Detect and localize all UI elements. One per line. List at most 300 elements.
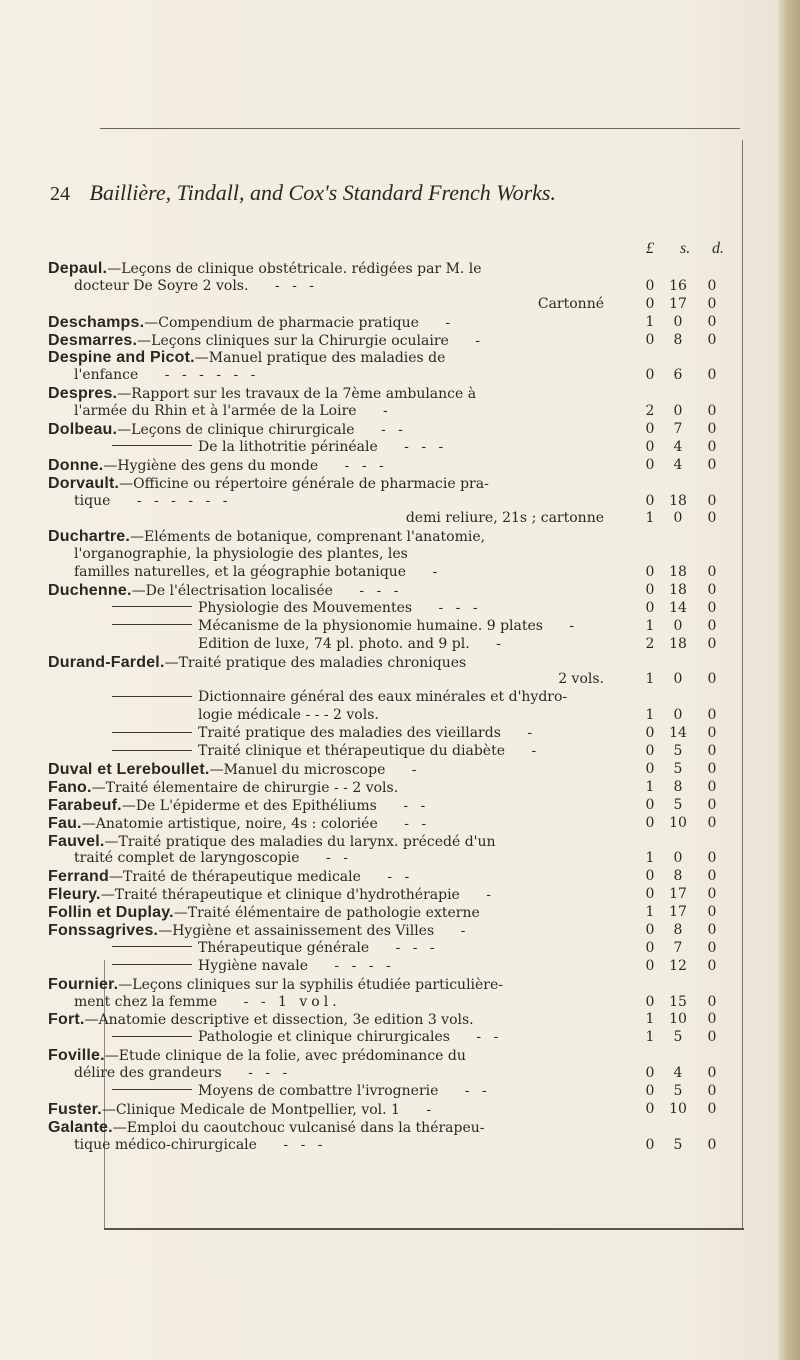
price	[638, 1101, 748, 1119]
entry-text	[112, 940, 439, 958]
price-shillings: 18	[669, 492, 687, 509]
title-text: tique médico-chirurgicale	[74, 1136, 257, 1153]
entry-text	[198, 636, 505, 654]
author-name: Dolbeau.	[48, 421, 118, 439]
entry-text	[74, 278, 318, 296]
catalogue-entry	[48, 815, 748, 833]
title-text: —Leçons de clinique obstétricale. rédigées par M. le	[107, 261, 482, 277]
catalogue-entries	[48, 260, 748, 1155]
entry-line	[48, 600, 748, 618]
title-text: Traité pratique des maladies des vieillards	[198, 725, 501, 742]
ditto-rule	[112, 964, 192, 965]
entry-text	[112, 439, 447, 457]
price-pence: 0	[707, 1100, 717, 1117]
price	[638, 582, 748, 600]
title-text: tique	[74, 492, 111, 509]
catalogue-entry	[48, 868, 748, 886]
title-text: Edition de luxe, 74 pl. photo. and 9 pl.	[198, 635, 470, 652]
price	[638, 797, 748, 815]
price-pounds: 0	[645, 1100, 655, 1117]
entry-line	[48, 367, 748, 385]
price-pence: 0	[707, 492, 717, 509]
entry-text	[112, 1083, 491, 1101]
title-text: traité complet de laryngoscopie	[74, 850, 300, 867]
author-name: Despine and Picot.	[48, 349, 195, 367]
price-pence: 0	[707, 760, 717, 777]
catalogue-entry	[48, 904, 748, 922]
price-pence: 0	[707, 403, 717, 420]
price	[638, 671, 748, 689]
price	[638, 1137, 748, 1155]
title-text: 2 vols.	[558, 671, 604, 688]
price	[638, 439, 748, 457]
entry-line	[48, 833, 748, 851]
price-pence: 0	[707, 725, 717, 742]
price-shillings: 4	[673, 456, 683, 473]
price-pence: 0	[707, 421, 717, 438]
price-pounds: 1	[645, 671, 655, 688]
entry-line	[48, 493, 748, 511]
entry-line	[48, 976, 748, 994]
author-name: Depaul.	[48, 260, 108, 277]
leader-dashes: - - - - - -	[156, 367, 260, 384]
entry-line	[48, 618, 748, 636]
price-shillings: 6	[673, 367, 683, 384]
price	[638, 904, 748, 922]
author-name: Ferrand	[48, 868, 109, 886]
price-shillings: 4	[673, 438, 683, 455]
price-pence: 0	[707, 617, 717, 634]
entry-text	[48, 654, 466, 673]
leader-dashes: - - -	[336, 457, 388, 474]
entry-text	[48, 421, 407, 440]
entry-text	[48, 1101, 435, 1120]
price-pence: 0	[707, 1011, 717, 1028]
price-shillings: 12	[669, 957, 687, 974]
leader-dashes: -	[477, 887, 496, 904]
price-shillings: 0	[673, 671, 683, 688]
entry-line	[48, 689, 748, 707]
price-pounds: 0	[645, 582, 655, 599]
catalogue-entry	[48, 314, 748, 332]
price-pounds: 0	[645, 438, 655, 455]
entry-line	[48, 296, 748, 314]
price	[638, 636, 748, 654]
price-shillings: 18	[669, 582, 687, 599]
catalogue-entry	[48, 922, 748, 976]
ditto-rule	[112, 1036, 192, 1037]
entry-text	[112, 725, 536, 743]
author-name: Despres.	[48, 385, 118, 403]
leader-dashes: - - -	[387, 939, 439, 956]
title-text: —Leçons de clinique chirurgicale	[117, 422, 355, 439]
entry-line	[48, 761, 748, 779]
entry-line	[48, 904, 748, 922]
price-pounds: 0	[645, 456, 655, 473]
entry-text	[48, 976, 503, 995]
author-name: Dorvault.	[48, 474, 120, 492]
price-pounds: 0	[645, 868, 655, 885]
price-shillings: 5	[673, 1029, 683, 1046]
leader-dashes: - -	[317, 850, 352, 867]
entry-line	[48, 260, 748, 278]
leader-dashes: - -	[395, 815, 431, 832]
price-pence: 0	[707, 993, 717, 1010]
price-pence: 0	[707, 868, 717, 885]
title-text: —De l'électrisation localisée	[131, 583, 333, 600]
entry-text	[48, 797, 429, 816]
entry-line	[48, 779, 748, 797]
entry-line	[48, 1119, 748, 1137]
author-name: Galante.	[48, 1118, 113, 1136]
price-shillings: 10	[669, 814, 687, 831]
entry-line	[48, 1011, 748, 1029]
title-text: —Traité élémentaire de pathologie externe	[173, 905, 480, 922]
entry-text	[48, 385, 476, 404]
leader-dashes: - - -	[274, 1136, 327, 1153]
author-name: Foville.	[48, 1047, 105, 1065]
price	[638, 850, 748, 868]
entry-text	[48, 1047, 466, 1066]
entry-text	[74, 403, 392, 421]
price-shillings: 0	[673, 313, 683, 330]
entry-line	[48, 636, 748, 654]
price-pence: 0	[707, 510, 717, 527]
entry-line	[48, 528, 748, 546]
entry-line	[48, 671, 748, 689]
price-pounds: 0	[645, 886, 655, 903]
entry-text	[112, 958, 395, 976]
price-shillings: 8	[673, 331, 683, 348]
price-pounds: 0	[645, 993, 655, 1010]
price-pence: 0	[707, 367, 717, 384]
price-pence: 0	[707, 456, 717, 473]
price-pounds: 1	[645, 1011, 655, 1028]
catalogue-entry	[48, 260, 748, 314]
entry-text	[48, 528, 485, 547]
price-pounds: 1	[645, 904, 655, 921]
entry-line	[48, 797, 748, 815]
price-pounds: 2	[645, 403, 655, 420]
catalogue-entry	[48, 528, 748, 582]
entry-line	[48, 385, 748, 403]
price	[638, 815, 748, 833]
price-pence: 0	[707, 438, 717, 455]
price-pounds: 0	[645, 421, 655, 438]
price-shillings: 8	[673, 868, 683, 885]
catalogue-entry	[48, 421, 748, 457]
top-rule	[100, 128, 740, 129]
price-pounds: 1	[645, 1029, 655, 1046]
price-shillings: 5	[673, 743, 683, 760]
entry-text	[48, 1011, 474, 1030]
title-text: —Anatomie artistique, noire, 4s : coloriée	[81, 815, 378, 832]
catalogue-entry	[48, 349, 748, 385]
price-pounds: 0	[645, 1136, 655, 1153]
leader-dashes: - - -	[266, 277, 318, 294]
entry-text	[558, 671, 604, 689]
title-text: délire des grandeurs	[74, 1065, 222, 1082]
leader-dashes: -	[452, 922, 470, 939]
leader-dashes: - - -	[395, 438, 448, 455]
entry-text	[48, 761, 421, 780]
price-shillings: 0	[673, 617, 683, 634]
title-text: l'enfance	[74, 367, 139, 384]
title-text: Cartonné	[537, 295, 604, 312]
price	[638, 296, 748, 314]
shillings-heading: s.	[680, 240, 691, 257]
leader-dashes: -	[518, 725, 537, 742]
title-text: Mécanisme de la physionomie humaine. 9 plates	[198, 617, 543, 634]
price-pounds: 0	[645, 796, 655, 813]
catalogue-entry	[48, 797, 748, 815]
price-shillings: 8	[673, 778, 683, 795]
price-pence: 0	[707, 957, 717, 974]
entry-line	[48, 582, 748, 600]
ditto-rule	[112, 624, 192, 625]
entry-line	[48, 1101, 748, 1119]
price-shillings: 7	[673, 421, 683, 438]
title-text: —Hygiène des gens du monde	[103, 457, 319, 474]
entry-text	[48, 260, 482, 279]
frame-bottom-line	[104, 1228, 744, 1230]
price	[638, 725, 748, 743]
entry-text	[74, 564, 441, 582]
title-text: l'organographie, la physiologie des plantes, les	[74, 546, 408, 563]
title-text: familles naturelles, et la géographie botanique	[74, 564, 407, 581]
price-shillings: 14	[669, 599, 687, 616]
price-shillings: 0	[673, 850, 683, 867]
title-text: —Traité de thérapeutique medicale	[108, 869, 361, 886]
price	[638, 367, 748, 385]
price-pounds: 1	[645, 313, 655, 330]
price-pounds: 1	[645, 707, 655, 724]
leader-dashes: -	[374, 403, 392, 420]
title-text: —Leçons cliniques sur la Chirurgie oculaire	[137, 332, 449, 349]
price-pence: 0	[707, 1082, 717, 1099]
price	[638, 421, 748, 439]
leader-dashes: - -	[378, 869, 414, 886]
price-pounds: 1	[645, 510, 655, 527]
title-text: Pathologie et clinique chirurgicales	[198, 1029, 450, 1046]
title-text: ment chez la femme	[74, 993, 218, 1010]
price	[638, 493, 748, 511]
price-pence: 0	[707, 1065, 717, 1082]
title-text: Physiologie des Mouvementes	[198, 599, 413, 616]
page-title: Baillière, Tindall, and Cox's Standard French Works.	[89, 180, 556, 205]
price-pounds: 0	[645, 760, 655, 777]
price-pence: 0	[707, 313, 717, 330]
author-name: Duchenne.	[48, 582, 132, 600]
price	[638, 457, 748, 475]
entry-text	[48, 833, 496, 852]
catalogue-entry	[48, 475, 748, 529]
entry-text	[48, 349, 445, 368]
price-pence: 0	[707, 886, 717, 903]
leader-dashes: -	[417, 1101, 436, 1118]
author-name: Desmarres.	[48, 331, 138, 349]
author-name: Fleury.	[48, 886, 101, 904]
entry-text	[48, 475, 489, 494]
price-pounds: 0	[645, 367, 655, 384]
price-shillings: 4	[673, 1065, 683, 1082]
author-name: Fano.	[48, 778, 92, 796]
page-header	[50, 180, 750, 220]
title-text: —Traité élementaire de chirurgie - - 2 vols.	[91, 779, 399, 796]
entry-line	[48, 815, 748, 833]
title-text: —Anatomie descriptive et dissection, 3e edition 3 vols.	[84, 1012, 474, 1029]
entry-line	[48, 958, 748, 976]
title-text: Dictionnaire général des eaux minérales et d'hydro-	[198, 689, 568, 706]
entry-line	[48, 349, 748, 367]
price-pence: 0	[707, 1136, 717, 1153]
leader-dashes: -	[487, 635, 505, 652]
price	[638, 958, 748, 976]
entry-text	[74, 850, 352, 868]
entry-text	[48, 314, 454, 333]
leader-dashes: -	[466, 332, 485, 349]
title-text: —Officine ou répertoire générale de pharmacie pra-	[119, 475, 489, 492]
entry-line	[48, 332, 748, 350]
catalogue-entry	[48, 1101, 748, 1119]
entry-text	[74, 994, 341, 1012]
price-pence: 0	[707, 277, 717, 294]
price-pence: 0	[707, 331, 717, 348]
price-pence: 0	[707, 1029, 717, 1046]
price-pence: 0	[707, 743, 717, 760]
price	[638, 886, 748, 904]
ditto-rule	[112, 946, 192, 947]
entry-text	[74, 493, 231, 511]
ditto-rule	[112, 445, 192, 446]
catalogue-entry	[48, 976, 748, 1012]
price	[638, 510, 748, 528]
price-shillings: 10	[669, 1100, 687, 1117]
catalogue-entry	[48, 886, 748, 904]
price-shillings: 15	[669, 993, 687, 1010]
leader-dashes: -	[560, 617, 579, 634]
catalogue-entry	[48, 457, 748, 475]
catalogue-entry	[48, 654, 748, 761]
leader-dashes: - -	[394, 797, 430, 814]
author-name: Durand-Fardel.	[48, 653, 165, 671]
leader-dashes: - - - - - -	[128, 492, 232, 509]
entry-text	[48, 904, 480, 923]
leader-dashes: -	[424, 564, 442, 581]
pounds-heading: £	[646, 240, 654, 257]
title-text: l'armée du Rhin et à l'armée de la Loire	[74, 403, 357, 420]
catalogue-entry	[48, 833, 748, 869]
author-name: Farabeuf.	[48, 796, 122, 814]
entry-line	[48, 707, 748, 725]
catalogue-entry	[48, 332, 748, 350]
title-text: —Traité pratique des maladies chroniques	[164, 654, 467, 671]
entry-text	[48, 815, 430, 834]
title-text: —Rapport sur les travaux de la 7ème ambulance à	[117, 386, 477, 403]
title-text: Hygiène navale	[198, 957, 308, 974]
leader-dashes: - - 1 vol.	[235, 993, 341, 1010]
entry-line	[48, 403, 748, 421]
price-shillings: 0	[673, 707, 683, 724]
price-pence: 0	[707, 635, 717, 652]
leader-dashes: - - - -	[325, 957, 395, 974]
page-number: 24	[50, 183, 70, 205]
price-pence: 0	[707, 921, 717, 938]
author-name: Duval et Lereboullet.	[48, 760, 210, 778]
price-pence: 0	[707, 564, 717, 581]
price	[638, 940, 748, 958]
price-pounds: 0	[645, 921, 655, 938]
price-pence: 0	[707, 671, 717, 688]
entry-text	[112, 689, 567, 707]
ditto-rule	[112, 732, 192, 733]
price-pounds: 0	[645, 492, 655, 509]
author-name: Fonssagrives.	[48, 921, 159, 939]
title-text: —De L'épiderme et des Epithéliums	[121, 797, 377, 814]
entry-text	[112, 618, 578, 636]
leader-dashes: -	[403, 761, 421, 778]
price	[638, 1065, 748, 1083]
title-text: —Eléments de botanique, comprenant l'anatomie,	[130, 529, 486, 546]
title-text: —Etude clinique de la folie, avec prédominance du	[104, 1048, 466, 1065]
price-pounds: 0	[645, 743, 655, 760]
price-shillings: 17	[669, 904, 687, 921]
entry-line	[48, 654, 748, 672]
leader-dashes: -	[523, 743, 541, 760]
price-pence: 0	[707, 796, 717, 813]
title-text: —Clinique Medicale de Montpellier, vol. 1	[101, 1101, 400, 1118]
price	[638, 332, 748, 350]
catalogue-entry	[48, 761, 748, 779]
price-pounds: 0	[645, 939, 655, 956]
price-pence: 0	[707, 904, 717, 921]
ditto-rule	[112, 696, 192, 697]
title-text: —Manuel pratique des maladies de	[194, 350, 446, 367]
entry-line	[48, 1065, 748, 1083]
price	[638, 618, 748, 636]
entry-line	[48, 922, 748, 940]
price-pounds: 0	[645, 957, 655, 974]
ditto-rule	[112, 750, 192, 751]
price-pence: 0	[707, 599, 717, 616]
price-pence: 0	[707, 778, 717, 795]
entry-text	[74, 1065, 291, 1083]
price	[638, 1029, 748, 1047]
leader-dashes: - - -	[430, 599, 482, 616]
title-text: —Traité thérapeutique et clinique d'hydrothérapie	[100, 887, 460, 904]
entry-line	[48, 1047, 748, 1065]
price-shillings: 14	[669, 725, 687, 742]
entry-line	[48, 1029, 748, 1047]
price-pence: 0	[707, 939, 717, 956]
author-name: Duchartre.	[48, 528, 131, 546]
price-pounds: 0	[645, 725, 655, 742]
entry-line	[48, 510, 748, 528]
price-pence: 0	[707, 582, 717, 599]
title-text: —Leçons cliniques sur la syphilis étudiée particulière-	[118, 976, 504, 993]
price-pounds: 0	[645, 1065, 655, 1082]
price-pence: 0	[707, 295, 717, 312]
price-shillings: 17	[669, 295, 687, 312]
ditto-rule	[112, 606, 192, 607]
catalogue-entry	[48, 1047, 748, 1101]
price-pence: 0	[707, 707, 717, 724]
price-shillings: 5	[673, 1082, 683, 1099]
price-shillings: 5	[673, 1136, 683, 1153]
author-name: Donne.	[48, 456, 104, 474]
title-text: Thérapeutique générale	[198, 939, 370, 956]
price-shillings: 8	[673, 921, 683, 938]
